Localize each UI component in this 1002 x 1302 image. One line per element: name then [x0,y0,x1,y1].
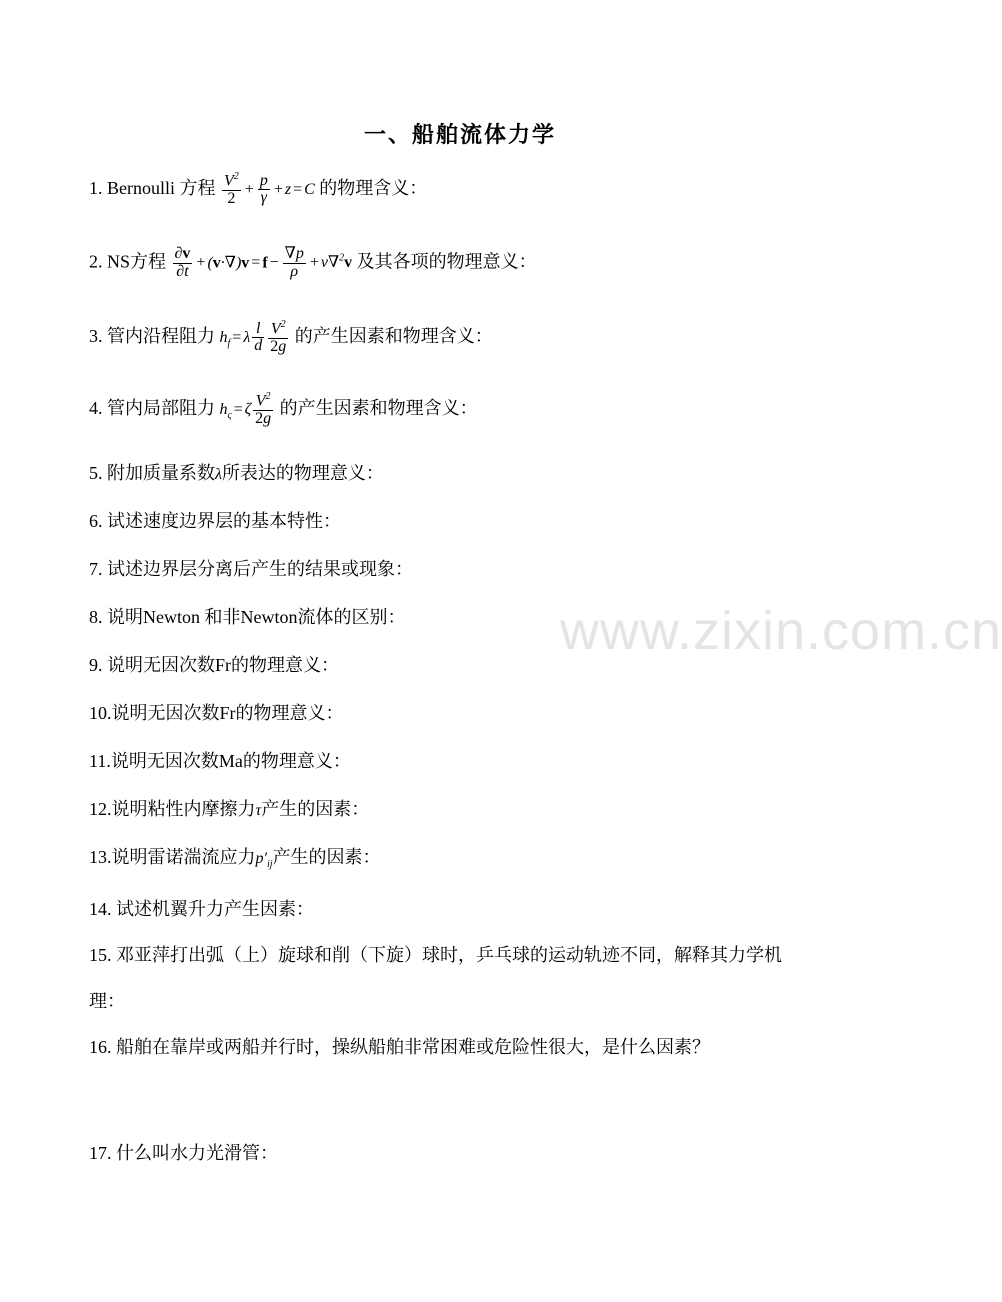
reynolds-stress-symbol: $p'_{ij}$ [255,850,273,871]
bernoulli-pressure-term: $\frac{p}{\gamma}$ [259,171,268,207]
question-6: 6. 试述速度边界层的基本特性： [89,511,341,531]
question-5 [89,460,817,488]
question-15: 15. 邓亚萍打出弧（上）旋球和削（下旋）球时，乒乓球的运动轨迹不同，解释其力学机理： [89,945,782,1011]
ns-time-derivative: $\frac{\partial v}{\partial t}$ [174,245,191,280]
question-17: 17. 什么叫水力光滑管： [89,1143,278,1163]
question-3-suffix: 的产生因素和物理含义： [294,326,493,347]
question-12-suffix: 产生的因素： [261,799,370,819]
question-8: 8. 说明Newton 和非Newton流体的区别： [89,607,406,627]
question-1: 1. Bernoulli 方程 $\frac{V^2}{2}$ + $\frac{p}{\gamma}$ + z = C 的物理含义： [89,171,428,208]
question-4-suffix: 的产生因素和物理含义： [279,398,478,419]
question-12 [89,796,817,824]
local-velocity-head: $\frac{V^2}{2g}$ [255,391,272,428]
lambda-symbol: λ [215,466,222,483]
question-1-suffix: 的物理含义： [319,178,428,199]
ns-pressure-gradient: $\frac{\nabla p}{\rho}$ [284,245,304,280]
tau-symbol: τ [255,802,262,819]
question-9: 9. 说明无因次数Fr的物理意义： [89,655,340,675]
bernoulli-velocity-term: $\frac{V^2}{2}$ [224,171,239,208]
watermark: www.zixin.com.cn [560,601,1002,661]
question-2-prefix: 2. NS方程 [89,251,167,272]
question-3: 3. 管内沿程阻力 $h_f = \lambda$ $\frac{l}{d}$ $\frac{V^2}{2g}$ 的产生因素和物理含义： [89,319,493,356]
question-3-prefix: 3. 管内沿程阻力 [89,326,215,347]
question-13-prefix: 13.说明雷诺湍流应力 [89,847,256,867]
friction-velocity-head: $\frac{V^2}{2g}$ [270,319,287,356]
question-5-prefix: 5. 附加质量系数 [89,463,215,483]
question-4-prefix: 4. 管内局部阻力 [89,398,215,419]
question-7: 7. 试述边界层分离后产生的结果或现象： [89,559,413,579]
question-2-suffix: 及其各项的物理意义： [356,251,537,272]
question-1-prefix: 1. Bernoulli 方程 [89,178,216,199]
question-14: 14. 试述机翼升力产生因素： [89,899,314,919]
question-13-suffix: 产生的因素： [272,847,381,867]
friction-length-ratio: $\frac{l}{d}$ [254,319,263,355]
question-5-suffix: 所表达的物理意义： [221,463,384,483]
question-4: 4. 管内局部阻力 $h_\varsigma = \zeta$ $\frac{V^2}{2g}$ 的产生因素和物理含义： [89,391,478,428]
question-12-prefix: 12.说明粘性内摩擦力 [89,799,256,819]
question-2: 2. NS方程 $\frac{\partial v}{\partial t}$ + (v·∇)v = f − $\frac{\nabla p}{\rho}$ + ν∇$^2$v 及其各项的物理意义： [89,245,537,280]
question-11: 11.说明无因次数Ma的物理意义： [89,751,351,771]
page-title: 一、船舶流体力学 [363,122,556,147]
question-16: 16. 船舶在靠岸或两船并行时，操纵船舶非常困难或危险性很大，是什么因素？ [89,1037,710,1057]
question-13 [89,844,817,878]
question-10: 10.说明无因次数Fr的物理意义： [89,703,344,723]
